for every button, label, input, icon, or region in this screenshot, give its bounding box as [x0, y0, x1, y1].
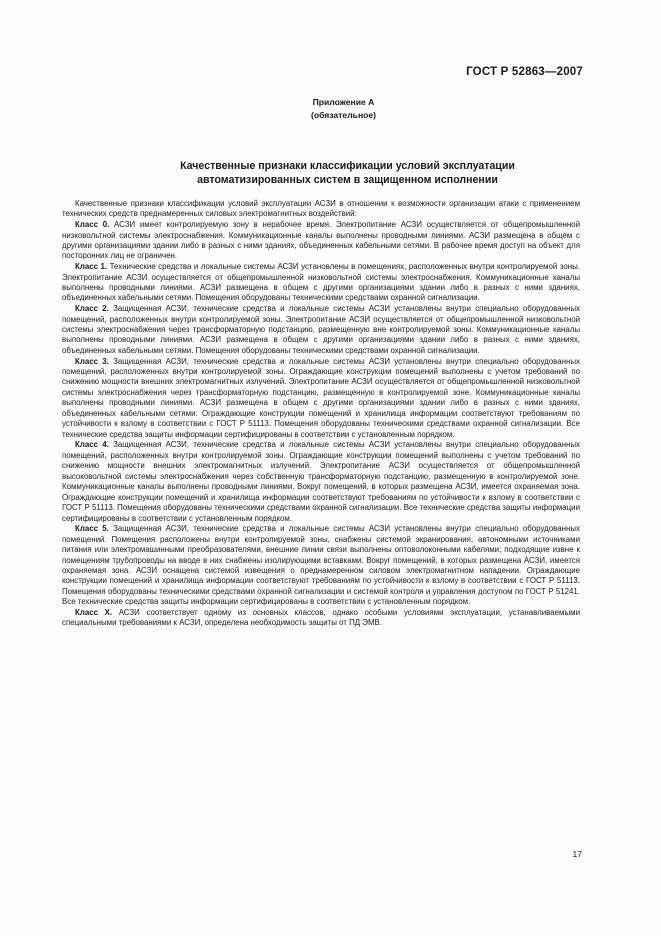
- annex-status: (обязательное): [310, 110, 377, 120]
- standard-code: ГОСТ Р 52863—2007: [466, 66, 583, 78]
- class-label: Класс Х.: [75, 607, 113, 617]
- intro-paragraph: Качественные признаки классификации условий эксплуатации АСЗИ в отношении к возможности организации атаки с применением технических средств преднамеренных силовых электромагнитных воздействий:: [62, 199, 580, 219]
- document-body: [62, 199, 580, 629]
- annex-title: Приложение А: [312, 97, 375, 107]
- class-description: АСЗИ имеет контролируемую зону в нерабочее время. Электропитание АСЗИ осуществляется от общепромышленной низковольтной системы электроснабжения. Коммуникационные каналы выполнены проводными линиями. АСЗИ размещена в общем с другими организациями здании либо в разных с ними зданиях, объединенных кабельными сетями. В рабочее время доступ на объект для посторонних лиц не ограничен.: [62, 220, 580, 261]
- class-label: Класс 0.: [75, 220, 110, 230]
- class-label: Класс 4.: [75, 440, 109, 450]
- class-label: Класс 2.: [75, 304, 109, 314]
- annex-heading: [0, 96, 661, 122]
- class-label: Класс 5.: [75, 524, 109, 534]
- class-x-paragraph: [62, 608, 580, 629]
- section-title-line-1: Качественные признаки классификации условий эксплуатации: [180, 160, 515, 172]
- page-number: 17: [572, 849, 582, 859]
- class-description: Защищенная АСЗИ, технические средства и локальные системы АСЗИ установлены внутри специально оборудованных помещений, расположенных внутри контролируемой зоны. Ограждающие конструкции помещений выполнены с учетом требований по снижению мощности внешних электромагнитных излучений. Электропитание АСЗИ осуществляется от общепромышленной низковольтной системы электроснабжения через трансформаторную подстанцию, размещенную в контролируемой зоне. Коммуникационные каналы выполнены проводными линиями. АСЗИ размещена в общем с другими организациями здании либо в разных с ними зданиях, объединенных кабельными сетями. Ограждающие конструкции помещений и хранилища информации соответствуют требованиям по устойчивости к взлому в соответствии с ГОСТ Р 51113. Помещения оборудованы техническими средствами охранной сигнализации. Все технические средства защиты информации сертифицированы в соответствии с установленным порядком.: [62, 356, 580, 439]
- class-0-paragraph: [62, 220, 580, 262]
- class-description: Защищенная АСЗИ, технические средства и локальные системы АСЗИ установлены внутри специально оборудованных помещений, расположенных внутри контролируемой зоны. Электропитание АСЗИ осуществляется от общепромышленной низковольтной системы электроснабжения через трансформаторную подстанцию, размещенную вне контролируемой зоны. Коммуникационные каналы выполнены проводными линиями. АСЗИ размещена в общем с другими организациями здании либо в разных с ними зданиях, объединенных кабельными сетями. Помещения оборудованы техническими средствами охранной сигнализации.: [62, 304, 580, 355]
- class-description: АСЗИ соответствует одному из основных классов, однако особыми условиями эксплуатации, устанавливаемыми специальными требованиями к АСЗИ, определена необходимость защиты от ПД ЭМВ.: [62, 607, 580, 628]
- section-title-line-2: автоматизированных систем в защищенном исполнении: [197, 173, 498, 186]
- section-title: [120, 160, 575, 187]
- class-5-paragraph: [62, 524, 580, 608]
- class-description: Технические средства и локальные системы АСЗИ установлены в помещениях, расположенных внутри контролируемой зоны. Электропитание АСЗИ осуществляется от общепромышленной низковольтной системы электроснабжения. Коммуникационные каналы выполнены проводными линиями. АСЗИ размещена в общем с другими организациями здании либо в разных с ними зданиях, объединенных кабельными сетями. Помещения оборудованы техническими средствами охранной сигнализации.: [62, 262, 580, 303]
- class-2-paragraph: [62, 304, 580, 356]
- class-label: Класс 1.: [75, 262, 108, 272]
- class-description: Защищенная АСЗИ, технические средства и локальные системы АСЗИ установлены внутри специально оборудованных помещений, расположенных внутри контролируемой зоны. Ограждающие конструкции помещений выполнены с учетом требований по снижению мощности внешних электромагнитных излучений. Электропитание АСЗИ осуществляется от общепромышленной высоковольтной системы электроснабжения через собственную трансформаторную подстанцию, размещенную в контролируемой зоне. Коммуникационные каналы выполнены проводными линиями. Вокруг помещений, в которых размещена АСЗИ, имеется охраняемая зона. Ограждающие конструкции помещений и хранилища информации соответствуют требованиям по устойчивости к взлому в соответствии с ГОСТ Р 51113. Помещения оборудованы техническими средствами охранной сигнализации. Все технические средства защиты информации сертифицированы в соответствии с установленным порядком.: [62, 440, 580, 523]
- class-label: Класс 3.: [75, 356, 109, 366]
- class-1-paragraph: [62, 262, 580, 304]
- class-description: Защищенная АСЗИ, технические средства и локальные системы АСЗИ установлены внутри специально оборудованных помещений. Помещения расположены внутри контролируемой зоны, снабжены системой экранирования, автономными источниками питания или электромашинными преобразователями, внешние линии связи выполнены оптоволоконными кабелями; подходящие извне к помещениям трубопроводы на вводе в них снабжены изолирующими вставками. Вокруг помещений, в которых размещена АСЗИ, имеется охраняемая зона. АСЗИ оснащена системой извещения о преднамеренном силовом электромагнитном нападении. Ограждающие конструкции помещений и хранилища информации соответствуют требованиям по устойчивости к взлому в соответствии с ГОСТ Р 51113. Помещения оборудованы техническими средствами охранной сигнализации и системой контроля и управления доступом по ГОСТ Р 51241. Все технические средства защиты информации сертифицированы в соответствии с установленным порядком.: [62, 524, 580, 607]
- class-3-paragraph: [62, 357, 580, 441]
- class-4-paragraph: [62, 440, 580, 524]
